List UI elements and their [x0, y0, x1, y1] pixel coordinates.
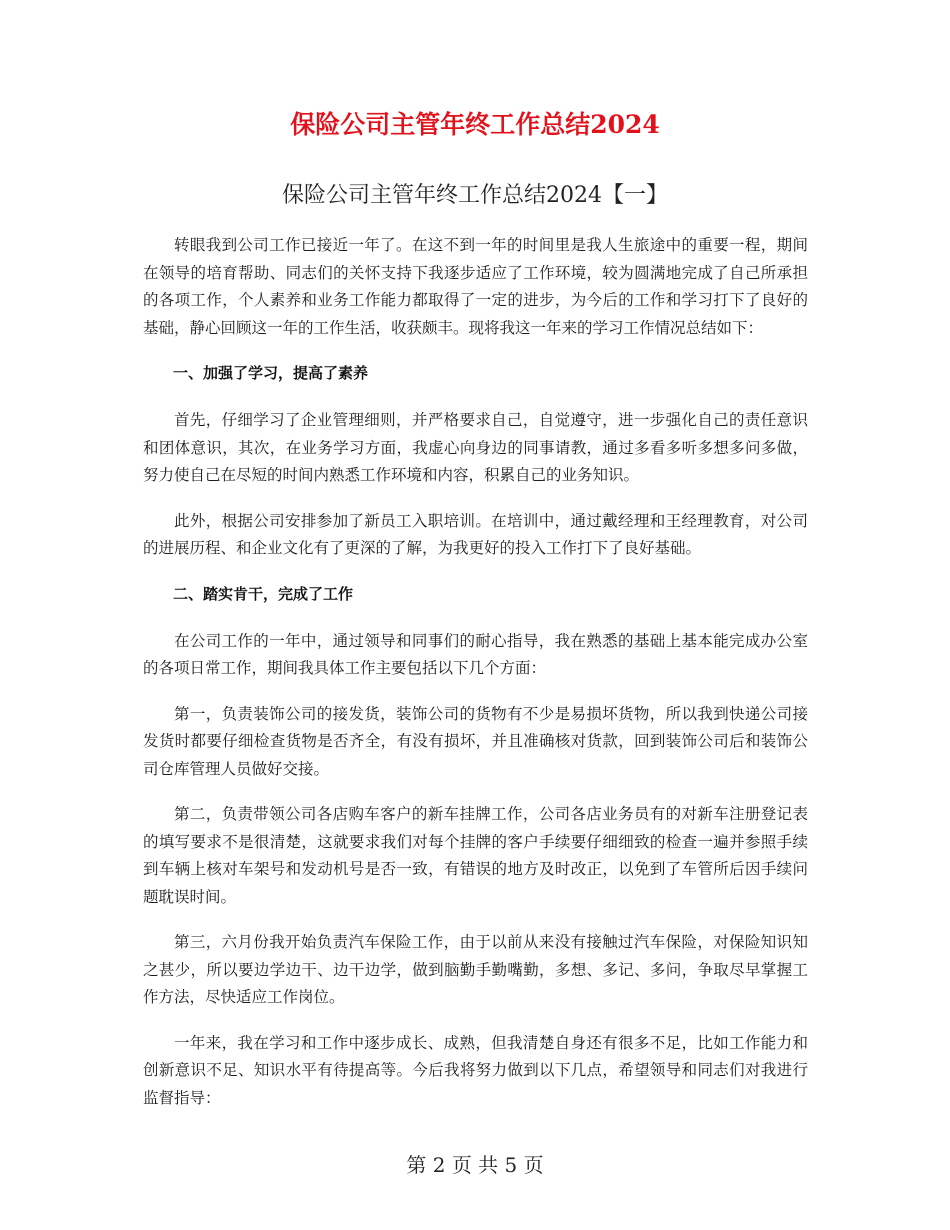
document-title: 保险公司主管年终工作总结2024: [290, 110, 660, 139]
document-body: [143, 232, 808, 1130]
page-number-footer: 第 2 页 共 5 页: [406, 1153, 544, 1177]
section-heading: 一、加强了学习，提高了素养: [173, 364, 369, 382]
paragraph: 一年来，我在学习和工作中逐步成长、成熟，但我清楚自身还有很多不足，比如工作能力和创新意识不足、知识水平有待提高等。今后我将努力做到以下几点，希望领导和同志们对我进行监督指导：: [143, 1033, 808, 1107]
paragraph: 转眼我到公司工作已接近一年了。在这不到一年的时间里是我人生旅途中的重要一程，期间在领导的培育帮助、同志们的关怀支持下我逐步适应了工作环境，较为圆满地完成了自己所承担的各项工作，个人素养和业务工作能力都取得了一定的进步，为今后的工作和学习打下了良好的基础，静心回顾这一年的工作生活，收获颇丰。现将我这一年来的学习工作情况总结如下：: [143, 236, 808, 337]
paragraph: 第一，负责装饰公司的接发货，装饰公司的货物有不少是易损坏货物，所以我到快递公司接发货时都要仔细检查货物是否齐全，有没有损坏，并且准确核对货款，回到装饰公司后和装饰公司仓库管理人员做好交接。: [143, 704, 808, 778]
section-heading: 二、踏实肯干，完成了工作: [173, 584, 354, 603]
section-subtitle: 保险公司主管年终工作总结2024【一】: [282, 183, 668, 208]
paragraph: 首先，仔细学习了企业管理细则，并严格要求自己，自觉遵守，进一步强化自己的责任意识和团体意识，其次，在业务学习方面，我虚心向身边的同事请教，通过多看多听多想多问多做，努力使自己在尽短的时间内熟悉工作环境和内容，积累自己的业务知识。: [143, 411, 808, 484]
paragraph: 第三，六月份我开始负责汽车保险工作，由于以前从来没有接触过汽车保险，对保险知识知之甚少，所以要边学边干、边干边学，做到脑勤手勤嘴勤，多想、多记、多问，争取尽早掌握工作方法，尽快适应工作岗位。: [143, 933, 808, 1006]
paragraph: 在公司工作的一年中，通过领导和同事们的耐心指导，我在熟悉的基础上基本能完成办公室的各项日常工作，期间我具体工作主要包括以下几个方面：: [143, 631, 808, 677]
paragraph: 第二，负责带领公司各店购车客户的新车挂牌工作，公司各店业务员有的对新车注册登记表的填写要求不是很清楚，这就要求我们对每个挂牌的客户手续要仔细细致的检查一遍并参照手续到车辆上核对车架号和发动机号是否一致，有错误的地方及时改正，以免到了车管所后因手续问题耽误时间。: [143, 805, 808, 906]
paragraph: 此外，根据公司安排参加了新员工入职培训。在培训中，通过戴经理和王经理教育，对公司的进展历程、和企业文化有了更深的了解，为我更好的投入工作打下了良好基础。: [143, 511, 808, 557]
